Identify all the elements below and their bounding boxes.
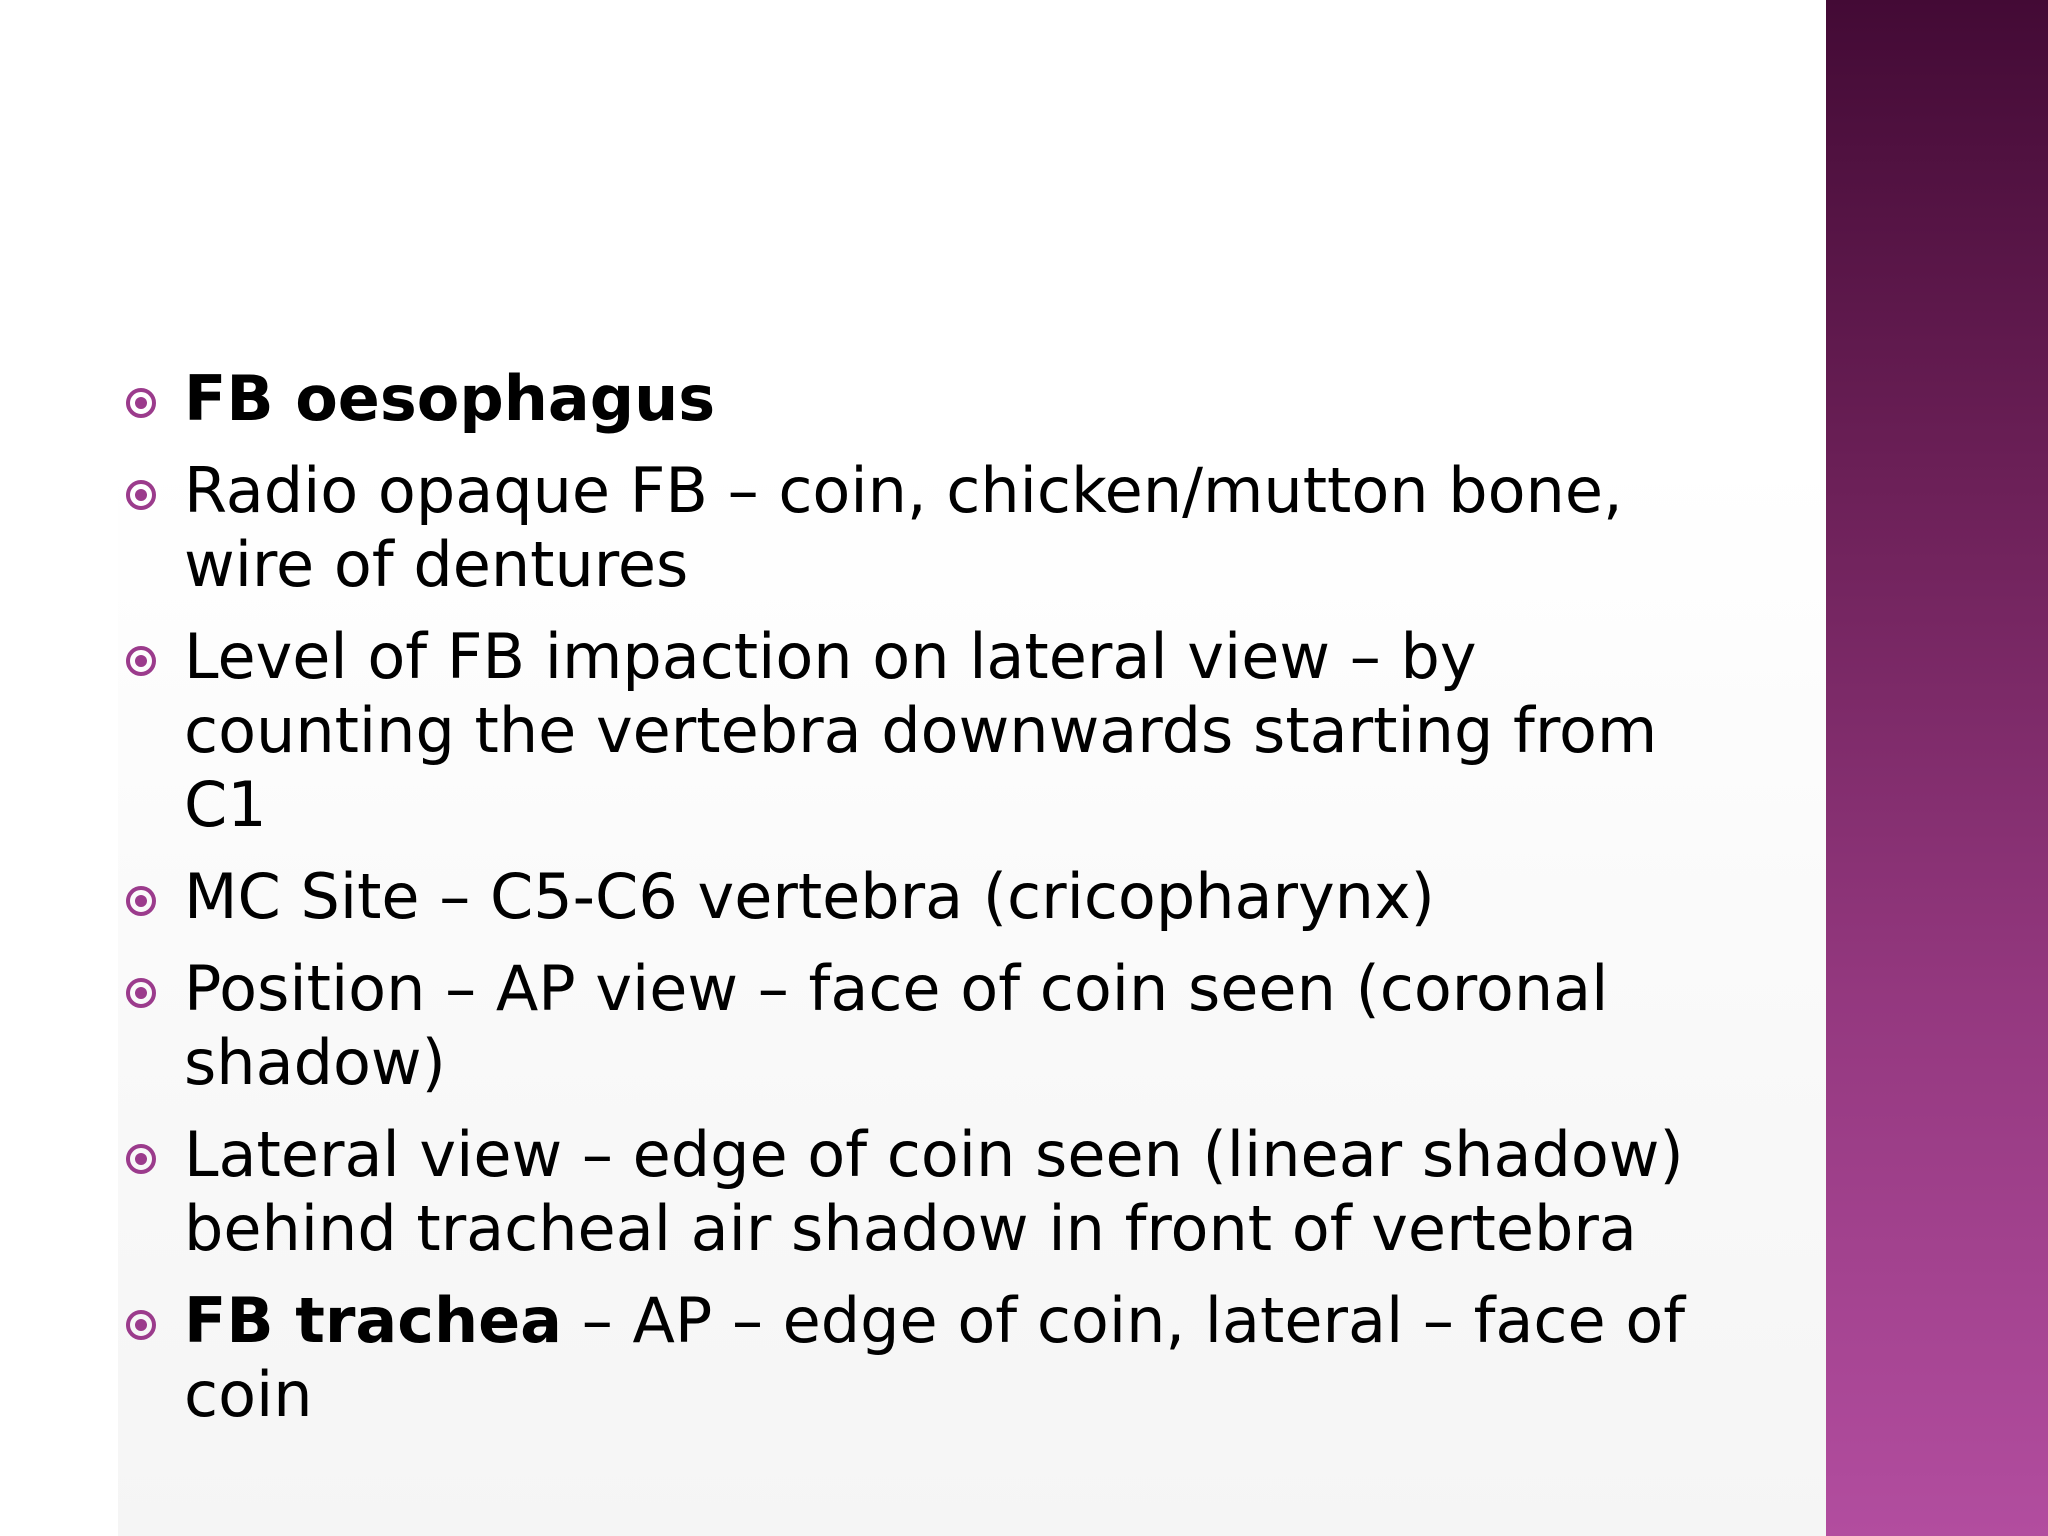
bullet-bold-text: FB trachea: [184, 1284, 563, 1357]
circle-bullet-icon: [126, 646, 156, 676]
bullet-item-fb-oesophagus: [126, 362, 1686, 436]
bullet-item-mc-site: [126, 860, 1686, 934]
bullet-bold-text: FB oesophagus: [184, 362, 716, 435]
bullet-item-lateral-view: [126, 1118, 1686, 1266]
circle-bullet-icon: [126, 1310, 156, 1340]
bullet-list: [126, 362, 1686, 1450]
bullet-item-radio-opaque: [126, 454, 1686, 602]
circle-bullet-icon: [126, 886, 156, 916]
circle-bullet-icon: [126, 388, 156, 418]
bullet-text: Radio opaque FB – coin, chicken/mutton bone, wire of dentures: [184, 454, 1623, 601]
bullet-text: MC Site – C5-C6 vertebra (cricopharynx): [184, 860, 1435, 933]
bullet-text: Lateral view – edge of coin seen (linear shadow) behind tracheal air shadow in front of vertebra: [184, 1118, 1684, 1265]
decorative-side-bar: [1826, 0, 2048, 1536]
bullet-item-position-ap-view: [126, 952, 1686, 1100]
circle-bullet-icon: [126, 978, 156, 1008]
bullet-text: Position – AP view – face of coin seen (coronal shadow): [184, 952, 1609, 1099]
bullet-item-level-of-impaction: [126, 620, 1686, 842]
bullet-item-fb-trachea: [126, 1284, 1686, 1432]
bullet-text: – AP – edge of coin, lateral – face of coin: [184, 1284, 1686, 1431]
circle-bullet-icon: [126, 480, 156, 510]
circle-bullet-icon: [126, 1144, 156, 1174]
bullet-text: Level of FB impaction on lateral view – by counting the vertebra downwards starting from C1: [184, 620, 1658, 841]
